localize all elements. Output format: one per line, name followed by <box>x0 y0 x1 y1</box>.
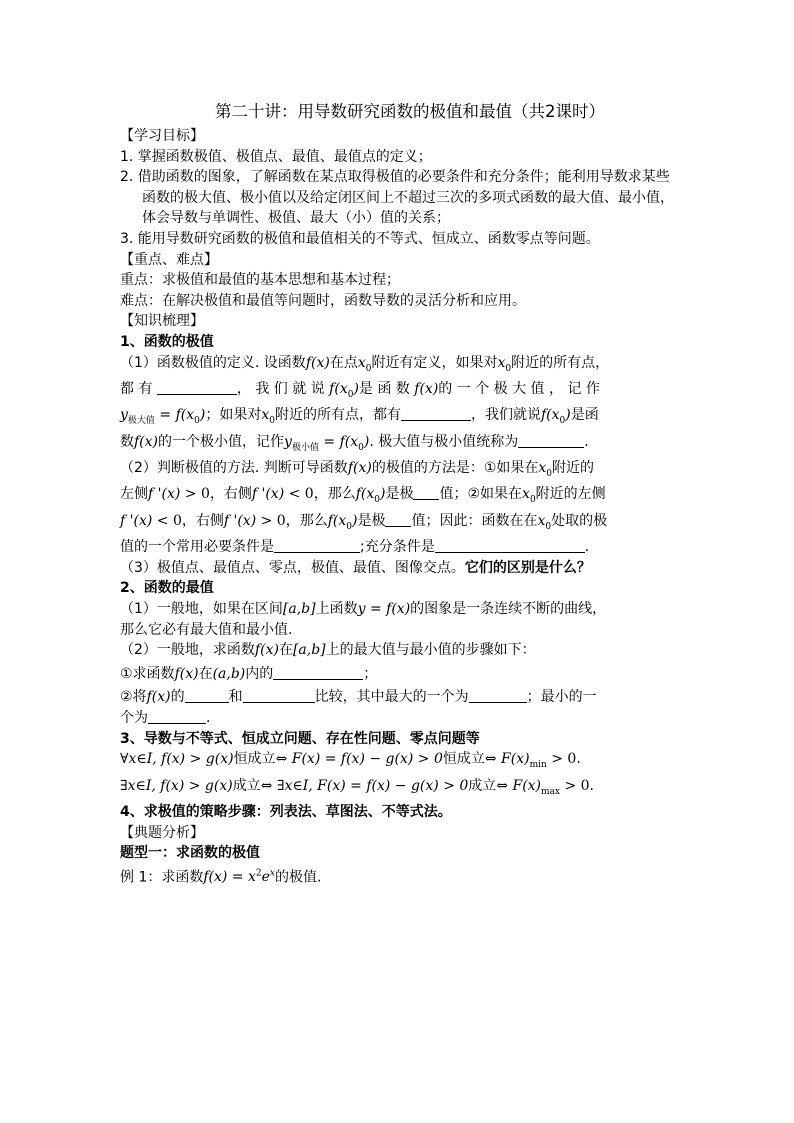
text: 附近的左侧 <box>535 486 606 503</box>
text: ， 我 们 就 说 <box>236 380 325 397</box>
math: ⇔ $F(x)_{max} > 0$ <box>496 777 590 797</box>
text: 例 1：求函数 <box>120 869 204 886</box>
s2-p1-line2: 那么它必有最大值和最小值. <box>120 621 293 638</box>
text: （2）一般地，求函数 <box>120 642 255 659</box>
text: 都 有 <box>120 380 153 397</box>
math: $x_0$ <box>261 407 275 427</box>
text: 的 <box>170 689 185 706</box>
page-title: 第二十讲：用导数研究函数的极值和最值（共2课时） <box>215 102 605 121</box>
math: [a,b] <box>282 601 316 618</box>
math: $x_0$ <box>497 354 512 374</box>
text: 的图象是一条连续不断的曲线， <box>410 601 607 618</box>
text: ；最小的一 <box>526 689 597 706</box>
text: 在 <box>278 642 293 659</box>
math: [a,b] <box>292 642 326 659</box>
text: ，我们就说 <box>470 407 541 424</box>
text: （1）函数极值的定义. 设函数 <box>120 354 306 371</box>
text: 恒成立 <box>233 751 276 768</box>
text: ； <box>363 665 378 682</box>
goal-item: 1. 掌握函数极值、极值点、最值、最值点的定义； <box>120 148 432 165</box>
math: f '(x) > 0 <box>148 486 210 503</box>
text: 是 函 数 <box>358 380 410 397</box>
text: 处取的极 <box>551 512 608 529</box>
math: ∀x∈I, f(x) > g(x) <box>120 751 234 768</box>
text: 的一个极小值，记作 <box>158 433 285 450</box>
math: f(x) <box>347 460 372 477</box>
fill-blank[interactable] <box>157 380 237 395</box>
math: $f(x_0)$ <box>327 512 358 532</box>
s2-p1-line1 <box>120 599 680 620</box>
text: . <box>576 751 581 768</box>
section-2-title: 2、函数的最值 <box>120 580 214 597</box>
text: 是极 <box>357 512 386 529</box>
math: f '(x) > 0 <box>223 512 286 529</box>
text: 是极 <box>385 486 414 503</box>
math: (a,b) <box>212 665 246 682</box>
text: （2）判断极值的方法. 判断可导函数 <box>120 460 348 477</box>
s1-p1-line1 <box>120 353 680 379</box>
text: 成立 <box>468 777 497 794</box>
math: f '(x) < 0 <box>120 512 182 529</box>
text: 值的一个常用必要条件是 <box>120 539 274 556</box>
s3-line1 <box>120 749 680 775</box>
math: f '(x) < 0 <box>251 486 314 503</box>
examples-heading: 【典题分析】 <box>120 824 204 841</box>
s2-step1 <box>120 664 680 685</box>
section-3-title: 3、导数与不等式、恒成立问题、存在性问题、零点问题等 <box>120 730 480 747</box>
s1-p2-line1 <box>120 458 680 484</box>
s2-step2-line2 <box>120 708 680 729</box>
fill-blank[interactable] <box>413 485 439 500</box>
text: ；如果对 <box>205 407 262 424</box>
text: 附近的所有点，都有 <box>274 407 401 424</box>
bold-question: 它们的区别是什么？ <box>464 559 591 576</box>
s1-p2-line3 <box>120 511 680 537</box>
text: 是函 <box>570 407 599 424</box>
example-1 <box>120 864 680 888</box>
math: ⇔ F(x) = f(x) − g(x) > 0 <box>275 751 443 768</box>
math: $x_0$ <box>357 354 372 374</box>
text: 恒成立 <box>442 751 485 768</box>
text: 附近的 <box>552 460 595 477</box>
text: 值；②如果在 <box>439 486 523 503</box>
text: （1）一般地，如果在区间 <box>120 601 283 618</box>
text: 的 一 个 极 大 值 ， 记 作 <box>438 380 600 397</box>
text: . <box>206 710 211 727</box>
math: f(x) <box>174 665 199 682</box>
text: 的极值. <box>275 869 322 886</box>
math: $x_0$ <box>522 486 536 506</box>
text: 附近有定义，如果对 <box>371 354 498 371</box>
math: $f(x) = x^2e^x$ <box>203 868 275 886</box>
text: 上函数 <box>315 601 358 618</box>
text: . <box>584 433 589 450</box>
section-4-title: 4、求极值的策略步骤：列表法、草图法、不等式法。 <box>120 803 452 820</box>
text: 数 <box>120 433 134 450</box>
s1-p2-line2 <box>120 484 680 510</box>
document-page <box>120 100 680 888</box>
section-1-title: 1、函数的极值 <box>120 333 214 350</box>
math: $f(x_0)$ <box>540 407 571 427</box>
text: ，右侧 <box>209 486 252 503</box>
goals-heading: 【学习目标】 <box>120 128 204 144</box>
goal-item: 3. 能用导数研究函数的极值和最值相关的不等式、恒成立、函数零点等问题。 <box>120 230 600 247</box>
fill-blank[interactable] <box>435 538 585 553</box>
math: f(x) <box>146 689 171 706</box>
math: $x_0$ <box>537 512 552 532</box>
text: ;充分条件是 <box>360 539 435 556</box>
math: ∃x∈I, f(x) > g(x) <box>120 777 233 794</box>
s1-p2-line4 <box>120 537 680 558</box>
s2-p2 <box>120 640 680 661</box>
type1-title: 题型一：求函数的极值 <box>120 845 260 862</box>
math: $f(x_0)$ <box>329 380 359 400</box>
key-heading: 【重点、难点】 <box>120 251 218 268</box>
math: $y_{极大值} = f(x_0)$ <box>120 407 206 427</box>
text: . 极大值与极小值统称为 <box>369 433 519 450</box>
s1-p1-line4 <box>120 432 680 458</box>
s1-p1-line2 <box>120 379 680 405</box>
math: f(x) <box>305 354 330 371</box>
text: 在点 <box>329 354 358 371</box>
fill-blank[interactable] <box>385 512 411 527</box>
text: . <box>589 777 594 794</box>
text: . <box>584 539 590 556</box>
text: 和 <box>228 689 243 706</box>
fill-blank[interactable] <box>243 688 315 703</box>
s2-step2-line1 <box>120 687 680 708</box>
text: ②将 <box>120 689 147 706</box>
text: 值；因此：函数在在 <box>411 512 538 529</box>
fill-blank[interactable] <box>185 688 229 703</box>
text: 的极值的方法是：①如果在 <box>371 460 539 477</box>
math: f(x) <box>134 433 159 450</box>
text: ①求函数 <box>120 665 175 682</box>
math: y = f(x) <box>357 601 411 618</box>
knowledge-heading: 【知识梳理】 <box>120 313 204 330</box>
text: ，那么 <box>313 486 356 503</box>
text: 在 <box>198 665 213 682</box>
text: ，那么 <box>285 512 328 529</box>
math: $f(x_0)$ <box>355 486 386 506</box>
fill-blank[interactable] <box>274 538 360 553</box>
fill-blank[interactable] <box>273 665 363 680</box>
text: 内的 <box>245 665 274 682</box>
s1-p1-line3 <box>120 405 680 431</box>
fill-blank[interactable] <box>469 688 527 703</box>
fill-blank[interactable] <box>518 433 584 448</box>
s3-line2 <box>120 776 680 802</box>
math: f(x) <box>254 642 279 659</box>
math: $y_{极小值} = f(x_0)$ <box>284 433 370 453</box>
text: 附近的所有点， <box>511 354 610 371</box>
fill-blank[interactable] <box>401 406 471 421</box>
math: f(x) <box>414 380 439 397</box>
text: （3）极值点、最值点、零点，极值、最值、图像交点。 <box>120 559 465 576</box>
goal-item: 2. 借助函数的图象，了解函数在某点取得极值的必要条件和充分条件；能利用导数求某些函数的极大值、极小值以及给定闭区间上不超过三次的多项式函数的最大值、最小值，体会导数与单调性、极值、最大（小）值的关系； <box>120 169 674 227</box>
text: 比较，其中最大的一个为 <box>314 689 469 706</box>
s1-p3 <box>120 558 680 579</box>
key-point: 重点：求极值和最值的基本思想和基本过程； <box>120 272 400 289</box>
math: ⇔ $F(x)_{min} > 0$ <box>484 751 577 770</box>
text: 左侧 <box>120 486 148 503</box>
math: $x_0$ <box>538 460 553 479</box>
text: 成立 <box>232 777 261 794</box>
fill-blank[interactable] <box>148 709 206 724</box>
text: 上的最大值与最小值的步骤如下： <box>325 642 536 659</box>
math: ⇔ ∃x∈I, F(x) = f(x) − g(x) > 0 <box>260 777 469 794</box>
text: 个为 <box>120 710 148 727</box>
text: ，右侧 <box>181 512 224 529</box>
difficult-point: 难点：在解决极值和最值等问题时，函数导数的灵活分析和应用。 <box>120 292 526 309</box>
